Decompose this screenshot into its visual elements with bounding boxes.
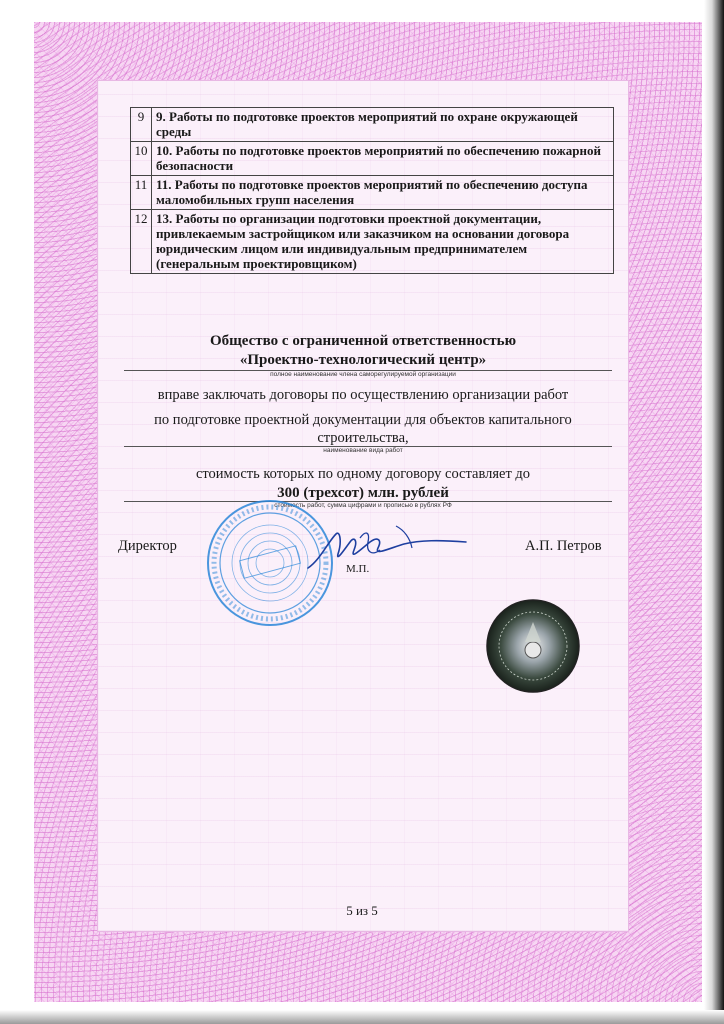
row-description: 11. Работы по подготовке проектов мероприятий по обеспечению доступа маломобильных групп населения [152,176,614,210]
rights-line-1: вправе заключать договоры по осуществлению организации работ [157,387,569,403]
table-row [131,108,614,142]
table-row [131,142,614,176]
cost-amount: 300 (трехсот) млн. рублей [277,485,449,501]
scan-edge-bottom [0,1010,724,1024]
rights-caption: наименование вида работ [323,447,403,454]
signer-role: Директор [118,538,177,554]
works-table [130,107,614,274]
rights-line-2: по подготовке проектной документации для объектов капитального [154,412,572,428]
cost-caption: стоимость работ, сумма цифрами и прописью в рублях РФ [274,502,452,509]
table-row [131,176,614,210]
row-number: 10 [131,142,152,176]
organization-caption: полное наименование члена саморегулируемой организации [270,371,456,378]
row-description: 10. Работы по подготовке проектов мероприятий по обеспечению пожарной безопасности [152,142,614,176]
organization-line-1: Общество с ограниченной ответственностью [209,333,517,349]
row-number: 11 [131,176,152,210]
rights-line-3: строительства, [317,430,409,446]
row-description: 9. Работы по подготовке проектов мероприятий по охране окружающей среды [152,108,614,142]
scan-edge-right [704,0,724,1024]
row-number: 12 [131,210,152,274]
signature-icon [300,520,470,580]
cost-line: стоимость которых по одному договору составляет до [195,466,531,482]
hologram-sticker-icon [485,598,581,694]
page-number: 5 из 5 [346,903,378,918]
seal-mark: М.П. [346,563,370,575]
signer-name: А.П. Петров [525,538,602,554]
row-description: 13. Работы по организации подготовки проектной документации, привлекаемым застройщиком или заказчиком на основании договора юридическим лицом или индивидуальным предпринимателем (генеральным проектировщиком) [152,210,614,274]
organization-name: «Проектно-технологический центр» [239,352,487,368]
row-number: 9 [131,108,152,142]
table-row [131,210,614,274]
